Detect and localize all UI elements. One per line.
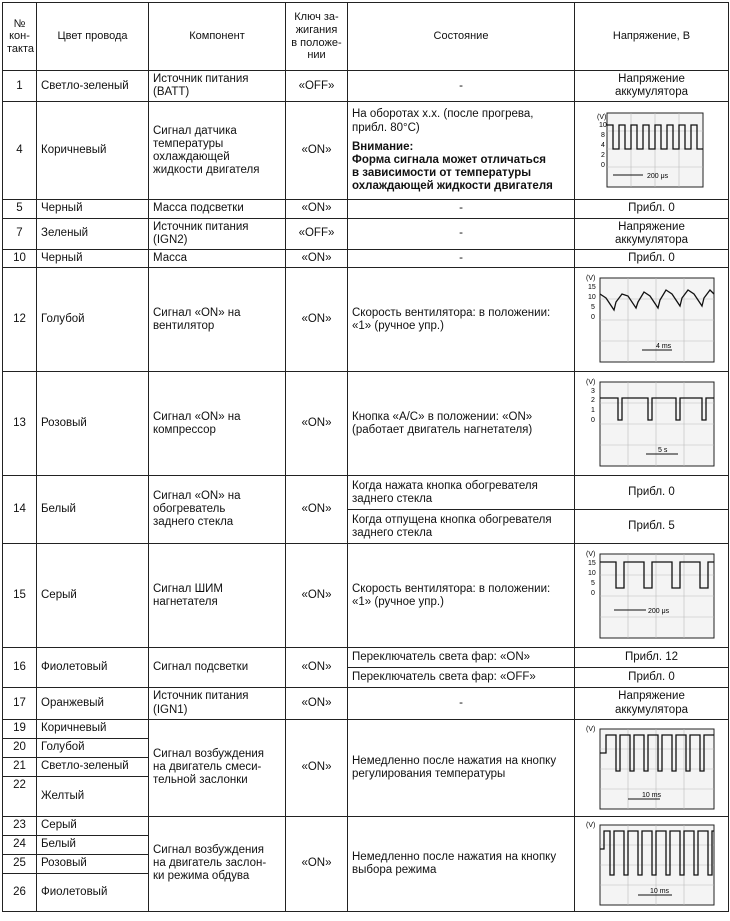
state-text: На оборотах х.х. (после прогрева, прибл. 80°С) <box>352 108 534 134</box>
state: Немедленно после нажатия на кнопку регулирования температуры <box>348 719 575 816</box>
tick-label: 1 <box>590 406 595 414</box>
table-row <box>3 544 729 648</box>
table-row <box>3 268 729 372</box>
component: Сигнал датчика температуры охлаждающей жидкости двигателя <box>149 102 286 200</box>
warning-text: Форма сигнала может отличаться в зависимости от температуры охлаждающей жидкости двигателя <box>352 153 553 193</box>
header-key: Ключ за- жигания в положе- нии <box>286 3 348 71</box>
component: Источник питания (BATT) <box>149 71 286 102</box>
state: Скорость вентилятора: в положении: «1» (ручное упр.) <box>348 268 575 372</box>
voltage: Прибл. 12 <box>575 648 729 668</box>
header-voltage: Напряжение, В <box>575 3 729 71</box>
axis-unit: (V) <box>585 550 595 558</box>
waveform-cell <box>575 268 729 372</box>
state: - <box>348 250 575 268</box>
axis-unit: (V) <box>585 725 595 733</box>
wire-color: Коричневый <box>37 102 149 200</box>
time-scale-label: 10 ms <box>641 791 661 799</box>
axis-unit: (V) <box>585 821 595 829</box>
tick-label: 10 <box>587 293 596 301</box>
waveform-oscillogram <box>586 376 718 472</box>
tick-label: 0 <box>590 313 595 321</box>
component: Источник питания (IGN1) <box>149 688 286 719</box>
tick-label: 8 <box>600 131 605 139</box>
voltage: Прибл. 0 <box>575 476 729 510</box>
waveform-oscillogram <box>597 109 707 193</box>
pinout-table <box>2 2 729 912</box>
voltage: Прибл. 5 <box>575 510 729 544</box>
voltage: Напряжение аккумулятора <box>575 218 729 249</box>
ignition-key: «ON» <box>286 719 348 816</box>
waveform-cell <box>575 102 729 200</box>
component: Сигнал подсветки <box>149 648 286 688</box>
time-scale-label: 5 s <box>657 446 667 454</box>
ignition-key: «ON» <box>286 102 348 200</box>
tick-label: 4 <box>600 141 605 149</box>
table-row <box>3 250 729 268</box>
wire-color: Голубой <box>37 268 149 372</box>
ignition-key: «ON» <box>286 688 348 719</box>
pin-number: 17 <box>3 688 37 719</box>
state: Когда нажата кнопка обогревателя заднего стекла <box>348 476 575 510</box>
waveform-cell <box>575 816 729 911</box>
header-state: Состояние <box>348 3 575 71</box>
pin-number: 23 <box>3 816 37 835</box>
pin-number: 13 <box>3 372 37 476</box>
pin-number: 1 <box>3 71 37 102</box>
voltage: Прибл. 0 <box>575 250 729 268</box>
pin-number: 4 <box>3 102 37 200</box>
pin-number: 14 <box>3 476 37 544</box>
wire-color: Фиолетовый <box>37 648 149 688</box>
tick-label: 5 <box>590 579 595 587</box>
component: Сигнал возбуждения на двигатель заслон- ки режима обдува <box>149 816 286 911</box>
header-num: № кон- такта <box>3 3 37 71</box>
wire-color: Светло-зеленый <box>37 757 149 776</box>
component: Масса <box>149 250 286 268</box>
voltage: Напряжение аккумулятора <box>575 688 729 719</box>
wire-color: Черный <box>37 250 149 268</box>
pin-number: 25 <box>3 854 37 873</box>
state: Когда отпущена кнопка обогревателя заднего стекла <box>348 510 575 544</box>
wire-color: Серый <box>37 816 149 835</box>
ignition-key: «ON» <box>286 268 348 372</box>
state: Переключатель света фар: «ON» <box>348 648 575 668</box>
ignition-key: «ON» <box>286 200 348 218</box>
wire-color: Белый <box>37 476 149 544</box>
pin-number: 21 <box>3 757 37 776</box>
time-scale-label: 10 ms <box>649 887 669 895</box>
table-row <box>3 719 729 738</box>
pin-number: 16 <box>3 648 37 688</box>
waveform-cell <box>575 372 729 476</box>
table-row <box>3 476 729 510</box>
pin-number: 7 <box>3 218 37 249</box>
wire-color: Фиолетовый <box>37 873 149 911</box>
state <box>348 102 575 200</box>
table-row <box>3 816 729 835</box>
header-component: Компонент <box>149 3 286 71</box>
header-color: Цвет провода <box>37 3 149 71</box>
state: Скорость вентилятора: в положении: «1» (ручное упр.) <box>348 544 575 648</box>
pin-number: 5 <box>3 200 37 218</box>
wire-color: Оранжевый <box>37 688 149 719</box>
state: - <box>348 200 575 218</box>
wire-color: Голубой <box>37 738 149 757</box>
state: - <box>348 218 575 249</box>
tick-label: 2 <box>590 396 595 404</box>
ignition-key: «ON» <box>286 372 348 476</box>
ignition-key: «ON» <box>286 816 348 911</box>
state: Кнопка «A/C» в положении: «ON» (работает двигатель нагнетателя) <box>348 372 575 476</box>
time-scale-label: 4 ms <box>655 342 671 350</box>
pin-number: 10 <box>3 250 37 268</box>
waveform-oscillogram <box>586 272 718 368</box>
pin-number: 12 <box>3 268 37 372</box>
table-row <box>3 372 729 476</box>
tick-label: 3 <box>590 387 595 395</box>
component: Источник питания (IGN2) <box>149 218 286 249</box>
component: Сигнал «ON» на обогреватель заднего стекла <box>149 476 286 544</box>
table-row <box>3 71 729 102</box>
pin-number: 22 <box>3 776 37 816</box>
ignition-key: «OFF» <box>286 218 348 249</box>
tick-label: 0 <box>590 416 595 424</box>
tick-label: 0 <box>600 161 605 169</box>
wire-color: Черный <box>37 200 149 218</box>
tick-label: 2 <box>600 151 605 159</box>
state: Переключатель света фар: «OFF» <box>348 668 575 688</box>
ignition-key: «ON» <box>286 250 348 268</box>
pin-number: 15 <box>3 544 37 648</box>
table-row <box>3 218 729 249</box>
wire-color: Серый <box>37 544 149 648</box>
pin-number: 19 <box>3 719 37 738</box>
tick-label: 10 <box>598 121 607 129</box>
waveform-oscillogram <box>586 548 718 644</box>
wire-color: Белый <box>37 835 149 854</box>
ignition-key: «ON» <box>286 544 348 648</box>
tick-label: 5 <box>590 303 595 311</box>
voltage: Прибл. 0 <box>575 668 729 688</box>
component: Сигнал «ON» на вентилятор <box>149 268 286 372</box>
waveform-oscillogram <box>586 723 718 813</box>
table-row <box>3 688 729 719</box>
axis-unit: (V) <box>585 378 595 386</box>
tick-label: 15 <box>587 283 596 291</box>
tick-label: 10 <box>587 569 596 577</box>
tick-label: 15 <box>587 559 596 567</box>
wire-color: Розовый <box>37 854 149 873</box>
pin-number: 24 <box>3 835 37 854</box>
component: Сигнал возбуждения на двигатель смеси- тельной заслонки <box>149 719 286 816</box>
voltage: Прибл. 0 <box>575 200 729 218</box>
table-row <box>3 102 729 200</box>
table-row <box>3 648 729 668</box>
waveform-oscillogram <box>586 819 718 909</box>
component: Масса подсветки <box>149 200 286 218</box>
component: Сигнал «ON» на компрессор <box>149 372 286 476</box>
header-row <box>3 3 729 71</box>
wire-color: Розовый <box>37 372 149 476</box>
pin-number: 20 <box>3 738 37 757</box>
state: - <box>348 688 575 719</box>
ignition-key: «OFF» <box>286 71 348 102</box>
wire-color: Зеленый <box>37 218 149 249</box>
axis-unit: (V) <box>585 274 595 282</box>
warning-title: Внимание: <box>352 140 414 153</box>
waveform-cell <box>575 544 729 648</box>
wire-color: Коричневый <box>37 719 149 738</box>
tick-label: 0 <box>590 589 595 597</box>
pin-number: 26 <box>3 873 37 911</box>
table-row <box>3 200 729 218</box>
waveform-cell <box>575 719 729 816</box>
ignition-key: «ON» <box>286 648 348 688</box>
state: Немедленно после нажатия на кнопку выбора режима <box>348 816 575 911</box>
axis-unit: (V) <box>596 113 606 121</box>
voltage: Напряжение аккумулятора <box>575 71 729 102</box>
time-scale-label: 200 μs <box>646 172 668 180</box>
time-scale-label: 200 μs <box>647 607 669 615</box>
state: - <box>348 71 575 102</box>
wire-color: Желтый <box>37 776 149 816</box>
wire-color: Светло-зеленый <box>37 71 149 102</box>
component: Сигнал ШИМ нагнетателя <box>149 544 286 648</box>
ignition-key: «ON» <box>286 476 348 544</box>
